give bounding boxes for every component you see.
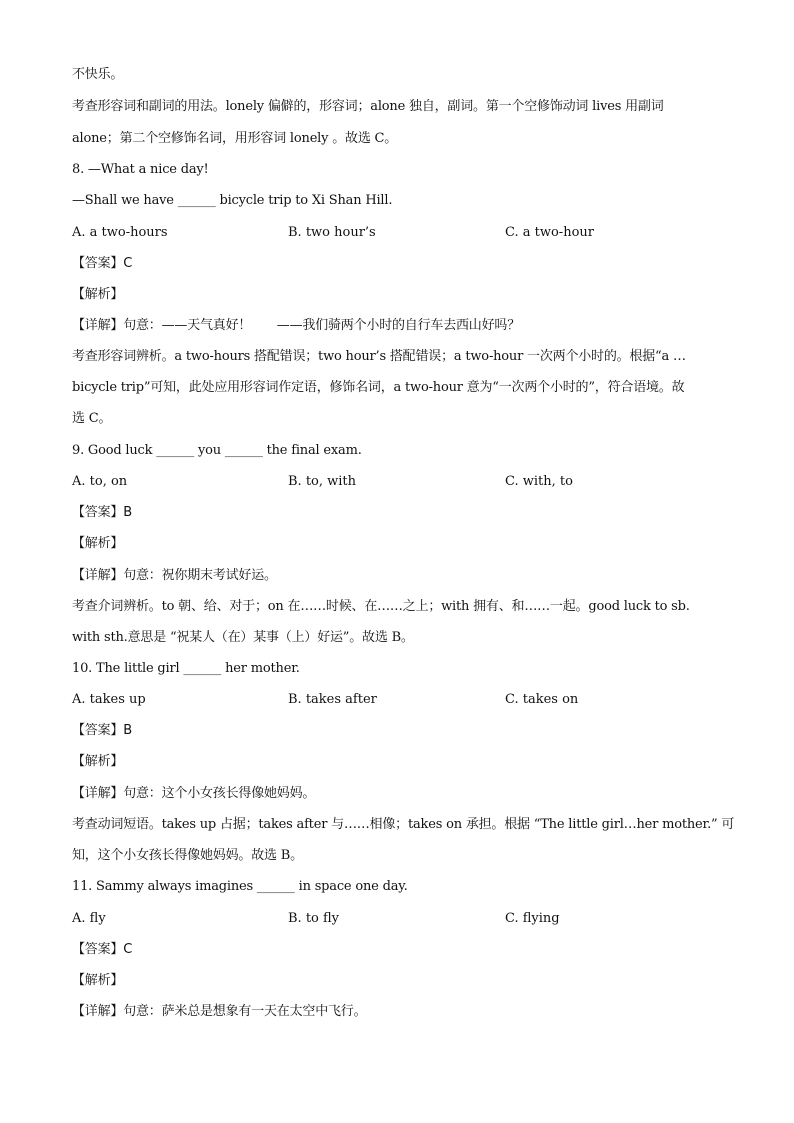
question-11: 11. Sammy always imagines ______ in space one day. [72,879,408,894]
option-a: A. fly [72,911,106,926]
analysis-label: 【解析】 [72,536,124,551]
option-a: A. takes up [72,692,146,707]
option-b: B. two hour’s [288,225,376,240]
text-line: 考查介词辨析。to 朝、给、对于；on 在……时候、在……之上；with 拥有、和……一起。good luck to sb. [72,599,690,614]
answer-label: 【答案】C [72,942,133,957]
option-a: A. a two-hours [72,225,168,240]
detail-line: 【详解】句意：——天气真好！ ——我们骑两个小时的自行车去西山好吗？ [72,318,521,333]
option-b: B. takes after [288,692,377,707]
answer-label: 【答案】B [72,505,132,520]
option-c: C. flying [505,911,560,926]
option-b: B. to, with [288,474,357,489]
option-c: C. takes on [505,692,579,707]
detail-line: 【详解】句意：萨米总是想象有一天在太空中飞行。 [72,1004,367,1019]
analysis-label: 【解析】 [72,754,124,769]
text-line: 知，这个小女孩长得像她妈妈。故选 B。 [72,848,303,863]
option-c: C. with, to [505,474,573,489]
text-line: 考查动词短语。takes up 占据；takes after 与……相像；takes on 承担。根据 “The little girl…her mother.” 可 [72,817,735,832]
question-8-line-2: —Shall we have ______ bicycle trip to Xi Shan Hill. [72,193,393,208]
question-10: 10. The little girl ______ her mother. [72,661,300,676]
text-line: with sth.意思是 “祝某人（在）某事（上）好运”。故选 B。 [72,630,414,645]
option-b: B. to fly [288,911,340,926]
text-line: 考查形容词和副词的用法。lonely 偏僻的，形容词；alone 独自，副词。第一个空修饰动词 lives 用副词 [72,99,664,114]
text-line: 考查形容词辨析。a two-hours 搭配错误；two hour’s 搭配错误；a two-hour 一次两个小时的。根据“a … [72,349,686,364]
answer-label: 【答案】B [72,723,132,738]
detail-line: 【详解】句意：祝你期末考试好运。 [72,568,277,583]
detail-line: 【详解】句意：这个小女孩长得像她妈妈。 [72,786,316,801]
text-line: bicycle trip”可知，此处应用形容词作定语，修饰名词，a two-hour 意为“一次两个小时的”，符合语境。故 [72,380,685,395]
question-9: 9. Good luck ______ you ______ the final exam. [72,443,362,458]
analysis-label: 【解析】 [72,287,124,302]
text-line: alone；第二个空修饰名词，用形容词 lonely 。故选 C。 [72,131,398,146]
analysis-label: 【解析】 [72,973,124,988]
option-a: A. to, on [72,474,128,489]
text-line: 选 C。 [72,411,112,426]
question-8: 8. —What a nice day! [72,162,209,177]
option-c: C. a two-hour [505,225,594,240]
text-line: 不快乐。 [72,67,124,82]
answer-label: 【答案】C [72,256,133,271]
